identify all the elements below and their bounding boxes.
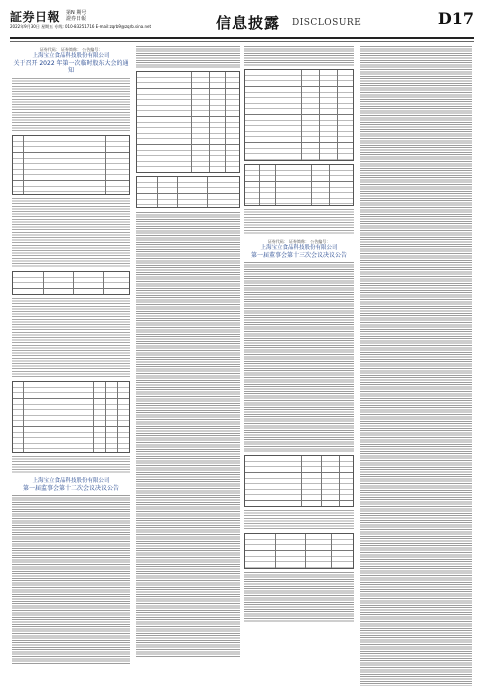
announcement-company: 上海宝立食品科技股份有限公司 <box>32 478 110 484</box>
body-text <box>244 262 354 452</box>
body-text <box>244 572 354 622</box>
share-table <box>244 533 354 569</box>
announcement-header <box>244 238 354 259</box>
column-1 <box>12 46 130 665</box>
badge-line-1: 第N 期号 <box>66 10 87 16</box>
registration-table <box>12 271 130 295</box>
body-text <box>12 198 130 268</box>
body-text <box>12 495 130 665</box>
body-text <box>360 46 472 686</box>
vote-table <box>244 164 354 206</box>
announcement-title: 关于召开 2022 年第一次临时股东大会的通知 <box>13 60 129 74</box>
body-text <box>136 46 240 68</box>
body-text <box>136 212 240 657</box>
vote-table <box>136 176 240 208</box>
resolution-table <box>244 455 354 507</box>
announcement-company: 上海宝立食品科技股份有限公司 <box>260 245 338 251</box>
masthead-rule <box>10 37 474 39</box>
column-4 <box>360 46 472 686</box>
proxy-form-table <box>12 381 130 453</box>
body-text <box>12 78 130 132</box>
body-text <box>244 209 354 234</box>
announcement-company: 上海宝立食品科技股份有限公司 <box>32 53 110 59</box>
masthead-rule-thin <box>10 41 474 42</box>
resolution-table <box>244 69 354 161</box>
column-3 <box>244 46 354 622</box>
announcement-code: 证券代码： 证券简称： 公告编号： <box>39 47 103 52</box>
section-title: 信息披露 <box>216 14 281 32</box>
newspaper-logo: 証券日報 <box>10 10 61 24</box>
badge-line-2: 證券日報 <box>66 16 87 22</box>
agenda-table <box>12 135 130 195</box>
announcement-code: 证券代码： 证券简称： 公告编号： <box>267 239 331 244</box>
announcement-title: 第一届监事会第十二次会议决议公告 <box>22 485 119 492</box>
masthead-badge <box>66 10 86 22</box>
body-text <box>12 456 130 474</box>
resolution-table <box>136 71 240 173</box>
body-text <box>244 510 354 530</box>
dateline: 2022年9月30日 星期五 专线: 010-83251716 E-mail:zqrb9@zqrb.sina.net <box>10 24 152 29</box>
column-2 <box>136 46 240 657</box>
body-text <box>12 298 130 378</box>
section-title-english: DISCLOSURE <box>292 18 362 28</box>
body-text <box>244 46 354 66</box>
announcement-header <box>12 478 130 492</box>
announcement-title: 第一届董事会第十三次会议决议公告 <box>250 252 347 259</box>
page-number: D17 <box>437 9 474 28</box>
announcement-header <box>12 46 130 74</box>
